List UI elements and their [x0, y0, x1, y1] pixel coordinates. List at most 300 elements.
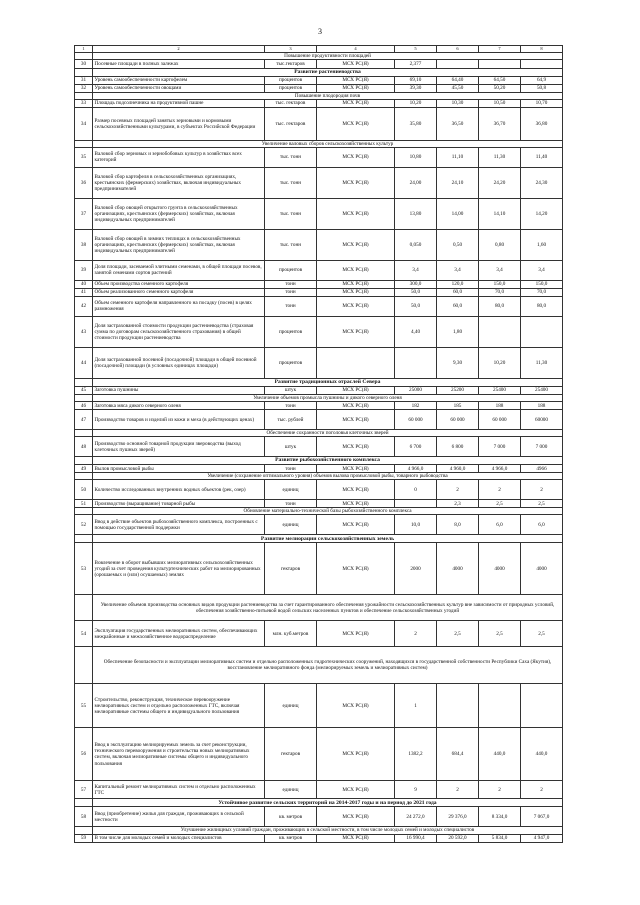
- table-body: [75, 46, 563, 843]
- table-cell: 3,4: [521, 260, 563, 280]
- table-cell: МСХ РС(Я): [317, 84, 395, 92]
- table-cell: 11,40: [521, 147, 563, 167]
- column-number-cell: 8: [521, 46, 563, 53]
- subsection-header-row: [75, 473, 563, 480]
- table-row: [75, 437, 563, 457]
- table-cell: Валовой сбор картофеля в сельскохозяйственных организациях, крестьянских (фермерских) хозяйствах, включая индивидуальных предпринимателей: [93, 167, 265, 198]
- subsection-title: Обновление материально-технической базы рыбохозяйственного комплекса: [93, 508, 563, 515]
- row-number-cell: [75, 535, 93, 543]
- row-number-cell: [75, 378, 93, 386]
- table-cell: 39: [75, 260, 93, 280]
- table-cell: Вовлечение в оборот выбывших мелиоративных сельскохозяйственных угодий за счет проведения культуртехнических работ на мелиорированных (орошаемых и (или) осушаемых) землях: [93, 543, 265, 595]
- table-cell: Площадь подсолнечника на продуктивной пашне: [93, 99, 265, 107]
- table-cell: 29 376,0: [437, 807, 479, 827]
- table-cell: 11,30: [521, 347, 563, 378]
- table-cell: 4 966,0: [479, 465, 521, 473]
- table-cell: 37: [75, 198, 93, 229]
- table-cell: 6 700: [395, 437, 437, 457]
- table-cell: 182: [395, 402, 437, 410]
- row-number-cell: [75, 508, 93, 515]
- table-row: [75, 60, 563, 69]
- row-number-cell: [75, 827, 93, 834]
- table-cell: 4 966,0: [395, 465, 437, 473]
- table-cell: Строительство, реконструкция, техническое перевооружение мелиоративных систем и отдельно расположенных ГТС, включая мелиоративные системы общего и индивидуального пользования: [93, 684, 265, 728]
- table-cell: 70,0: [521, 288, 563, 296]
- table-cell: 7 067,0: [521, 807, 563, 827]
- table-cell: МСХ РС(Я): [317, 60, 395, 69]
- table-cell: 0: [395, 480, 437, 500]
- table-row: [75, 147, 563, 167]
- table-cell: тыс. рублей: [265, 410, 317, 430]
- table-cell: МСХ РС(Я): [317, 437, 395, 457]
- table-cell: 10,30: [437, 99, 479, 107]
- subsection-header-row: [75, 647, 563, 684]
- table-row: [75, 807, 563, 827]
- table-cell: 1: [395, 684, 437, 728]
- row-number-cell: [75, 53, 93, 60]
- subsection-title: Обеспечение сохранности поголовья клеточных зверей: [93, 430, 563, 437]
- table-row: [75, 288, 563, 296]
- table-cell: 7 000: [521, 437, 563, 457]
- table-cell: [479, 316, 521, 347]
- table-cell: тыс. гектаров: [265, 107, 317, 140]
- table-cell: 2,5: [437, 621, 479, 647]
- table-cell: 50,8: [521, 84, 563, 92]
- table-cell: 14,20: [521, 198, 563, 229]
- table-cell: 14,10: [479, 198, 521, 229]
- table-cell: 69,10: [395, 76, 437, 84]
- table-cell: 150,0: [479, 280, 521, 288]
- table-cell: 4966: [521, 465, 563, 473]
- row-number-cell: [75, 92, 93, 99]
- table-cell: 0,50: [437, 229, 479, 260]
- table-cell: 2,5: [521, 500, 563, 508]
- section-header-row: [75, 378, 563, 386]
- table-cell: процентов: [265, 260, 317, 280]
- table-cell: процентов: [265, 76, 317, 84]
- table-row: [75, 386, 563, 394]
- table-cell: 3,4: [437, 260, 479, 280]
- table-cell: тонн: [265, 280, 317, 288]
- table-cell: Уровень самообеспеченности овощами: [93, 84, 265, 92]
- table-row: [75, 515, 563, 535]
- subsection-title: Увеличение (сохранение оптимального уровня) объемов вылова промысловой рыбы, товарного рыбоводства: [93, 473, 563, 480]
- table-cell: 60 000: [437, 410, 479, 430]
- table-row: [75, 347, 563, 378]
- table-row: [75, 316, 563, 347]
- subsection-header-row: [75, 595, 563, 621]
- table-cell: 16 990,4: [395, 834, 437, 842]
- table-cell: единиц: [265, 781, 317, 799]
- table-cell: 2,5: [479, 500, 521, 508]
- subsection-header-row: [75, 92, 563, 99]
- table-row: [75, 834, 563, 842]
- table-cell: 6,0: [479, 515, 521, 535]
- table-cell: кв. метров: [265, 834, 317, 842]
- row-number-cell: [75, 473, 93, 480]
- table-cell: 4 960,0: [437, 465, 479, 473]
- table-cell: 2: [395, 621, 437, 647]
- table-cell: 25400: [479, 386, 521, 394]
- section-header-row: [75, 457, 563, 465]
- table-cell: 42: [75, 296, 93, 316]
- table-cell: 2,377: [395, 60, 437, 69]
- column-number-cell: 5: [395, 46, 437, 53]
- table-cell: Эксплуатация государственных мелиоративных систем, обеспечивающих межрайонные и межхозяйственное водораспределение: [93, 621, 265, 647]
- table-cell: 9,30: [437, 347, 479, 378]
- table-cell: 46: [75, 402, 93, 410]
- table-cell: [521, 316, 563, 347]
- table-cell: Объем реализованного семенного картофеля: [93, 288, 265, 296]
- table-cell: Ввод в эксплуатацию мелиорируемых земель за счет реконструкции, технического перевооружения и строительства новых мелиоративных систем, включая мелиоративные системы общего и индивидуального пользования: [93, 728, 265, 781]
- subsection-header-row: [75, 140, 563, 147]
- table-cell: Вылов промысловой рыбы: [93, 465, 265, 473]
- table-cell: 5 834,0: [479, 834, 521, 842]
- table-cell: МСХ РС(Я): [317, 807, 395, 827]
- table-cell: Капитальный ремонт мелиоративных систем и отдельно расположенных ГТС: [93, 781, 265, 799]
- table-cell: штук: [265, 386, 317, 394]
- table-cell: 2,3: [437, 500, 479, 508]
- table-cell: Заготовка пушнины: [93, 386, 265, 394]
- table-cell: 3,4: [479, 260, 521, 280]
- table-row: [75, 684, 563, 728]
- table-cell: 2: [521, 480, 563, 500]
- table-cell: 2,5: [479, 621, 521, 647]
- table-cell: 52: [75, 515, 93, 535]
- table-cell: В том числе для молодых семей и молодых специалистов: [93, 834, 265, 842]
- row-number-cell: [75, 457, 93, 465]
- table-row: [75, 500, 563, 508]
- table-cell: МСХ РС(Я): [317, 99, 395, 107]
- table-row: [75, 543, 563, 595]
- table-cell: Ввод (приобретение) жилья для граждан, проживающих в сельской местности: [93, 807, 265, 827]
- table-cell: 36,80: [521, 107, 563, 140]
- table-cell: 2,5: [521, 621, 563, 647]
- table-row: [75, 84, 563, 92]
- table-row: [75, 296, 563, 316]
- row-number-cell: [75, 647, 93, 684]
- section-title: Развитие растениеводства: [93, 69, 563, 77]
- table-cell: 10,80: [395, 147, 437, 167]
- table-cell: МСХ РС(Я): [317, 465, 395, 473]
- table-cell: Ввод в действие объектов рыбохозяйственного комплекса, построенных с помощью государственной поддержки: [93, 515, 265, 535]
- table-cell: Размер посевных площадей занятых зерновыми и кормовыми сельскохозяйственными культурами, в субъектах Российской Федерации: [93, 107, 265, 140]
- table-cell: Доля площади, засеваемой элитными семенами, в общей площади посевов, занятой семенами сортов растений: [93, 260, 265, 280]
- table-cell: 50,0: [395, 288, 437, 296]
- column-number-cell: 6: [437, 46, 479, 53]
- table-cell: 2: [521, 781, 563, 799]
- table-cell: 54: [75, 621, 93, 647]
- table-cell: 440,0: [479, 728, 521, 781]
- table-row: [75, 99, 563, 107]
- table-cell: тыс. гектаров: [265, 99, 317, 107]
- table-cell: 25400: [521, 386, 563, 394]
- table-cell: 40: [75, 280, 93, 288]
- table-cell: тыс. тонн: [265, 229, 317, 260]
- table-cell: Объем производства семенного картофеля: [93, 280, 265, 288]
- table-cell: 185: [437, 402, 479, 410]
- table-cell: 53: [75, 543, 93, 595]
- table-cell: 38: [75, 229, 93, 260]
- table-cell: 50,20: [479, 84, 521, 92]
- table-cell: 49: [75, 465, 93, 473]
- table-cell: 150,0: [521, 280, 563, 288]
- table-cell: 25200: [437, 386, 479, 394]
- table-cell: Валовой сбор овощей открытого грунта в сельскохозяйственных организациях, крестьянских (фермерских) хозяйствах, включая индивидуальных предпринимателей: [93, 198, 265, 229]
- table-cell: 80,0: [521, 296, 563, 316]
- table-cell: единиц: [265, 480, 317, 500]
- table-row: [75, 260, 563, 280]
- table-cell: 36,50: [437, 107, 479, 140]
- table-cell: Производство основной товарной продукции звероводства (выход клеточных пушных зверей): [93, 437, 265, 457]
- table-cell: МСХ РС(Я): [317, 198, 395, 229]
- table-cell: гектаров: [265, 543, 317, 595]
- table-cell: МСХ РС(Я): [317, 500, 395, 508]
- table-cell: 43: [75, 316, 93, 347]
- table-cell: Валовой сбор овощей в зимних теплицах в сельскохозяйственных организациях, крестьянских (фермерских) хозяйствах, включая индивидуальных предпринимателей: [93, 229, 265, 260]
- table-cell: 50,0: [395, 296, 437, 316]
- table-row: [75, 621, 563, 647]
- table-cell: 4,40: [395, 316, 437, 347]
- table-cell: МСХ РС(Я): [317, 621, 395, 647]
- table-cell: процентов: [265, 84, 317, 92]
- table-cell: 8,0: [437, 515, 479, 535]
- table-cell: МСХ РС(Я): [317, 480, 395, 500]
- table-cell: единиц: [265, 515, 317, 535]
- table-cell: Производство товаров и изделий из кожи и меха (в действующих ценах): [93, 410, 265, 430]
- table-cell: МСХ РС(Я): [317, 402, 395, 410]
- table-cell: 2: [437, 781, 479, 799]
- table-cell: [395, 347, 437, 378]
- table-cell: МСХ РС(Я): [317, 316, 395, 347]
- table-cell: МСХ РС(Я): [317, 76, 395, 84]
- table-cell: МСХ РС(Я): [317, 684, 395, 728]
- subsection-title: Увеличение объемов промысла пушнины и дикого северного оленя: [93, 394, 563, 401]
- table-cell: тонн: [265, 402, 317, 410]
- table-cell: МСХ РС(Я): [317, 386, 395, 394]
- table-cell: 1,60: [521, 229, 563, 260]
- table-cell: 10,20: [479, 347, 521, 378]
- table-cell: тыс.гектаров: [265, 60, 317, 69]
- table-cell: 44: [75, 347, 93, 378]
- table-cell: 7 000: [479, 437, 521, 457]
- section-title: Развитие рыбохозяйственного комплекса: [93, 457, 563, 465]
- table-cell: 24,20: [479, 167, 521, 198]
- table-cell: МСХ РС(Я): [317, 107, 395, 140]
- table-cell: 10,70: [521, 99, 563, 107]
- table-cell: 35: [75, 147, 93, 167]
- table-cell: 10,50: [479, 99, 521, 107]
- table-cell: 10,0: [395, 515, 437, 535]
- table-cell: 20 592,0: [437, 834, 479, 842]
- indicators-table: [74, 45, 563, 843]
- table-cell: 3,4: [395, 260, 437, 280]
- table-cell: 4000: [437, 543, 479, 595]
- table-cell: 24,30: [521, 167, 563, 198]
- table-row: [75, 107, 563, 140]
- table-cell: 11,30: [479, 147, 521, 167]
- table-cell: Уровень самообеспеченности картофелем: [93, 76, 265, 84]
- table-cell: МСХ РС(Я): [317, 410, 395, 430]
- section-header-row: [75, 535, 563, 543]
- table-cell: 70,0: [479, 288, 521, 296]
- table-cell: тонн: [265, 288, 317, 296]
- table-cell: 48: [75, 437, 93, 457]
- table-cell: 8 334,0: [479, 807, 521, 827]
- table-cell: 120,0: [437, 280, 479, 288]
- table-row: [75, 728, 563, 781]
- table-cell: 0,80: [479, 229, 521, 260]
- table-cell: 188: [479, 402, 521, 410]
- table-cell: 57: [75, 781, 93, 799]
- column-number-cell: 1: [75, 46, 93, 53]
- table-cell: 64,50: [479, 76, 521, 84]
- table-cell: 4000: [479, 543, 521, 595]
- table-cell: Валовой сбор зерновых и зернобобовых культур в хозяйствах всех категорий: [93, 147, 265, 167]
- table-cell: Объем семенного картофеля направленного на посадку (посев) в целях размножения: [93, 296, 265, 316]
- table-cell: 56: [75, 728, 93, 781]
- table-cell: 80,0: [479, 296, 521, 316]
- table-cell: [479, 684, 521, 728]
- table-row: [75, 480, 563, 500]
- table-cell: 440,0: [521, 728, 563, 781]
- table-cell: МСХ РС(Я): [317, 543, 395, 595]
- table-row: [75, 402, 563, 410]
- table-cell: 45,50: [437, 84, 479, 92]
- table-cell: 60,0: [437, 296, 479, 316]
- table-cell: 41: [75, 288, 93, 296]
- table-cell: 2: [437, 480, 479, 500]
- table-cell: тыс. тонн: [265, 167, 317, 198]
- table-cell: 14,00: [437, 198, 479, 229]
- table-row: [75, 465, 563, 473]
- table-cell: тонн: [265, 465, 317, 473]
- table-cell: 0,050: [395, 229, 437, 260]
- subsection-title: Обеспечение безопасности и эксплуатации мелиоративных систем и отдельно расположенных гидротехнических сооружений, находящихся в государственной собственности Республики Саха (Якутия), восстановление мелиоративного фонда (мелиорируемых земель и мелиоративных систем): [93, 647, 563, 684]
- table-cell: 24,10: [437, 167, 479, 198]
- table-cell: 45: [75, 386, 93, 394]
- table-cell: МСХ РС(Я): [317, 834, 395, 842]
- table-cell: [521, 60, 563, 69]
- table-cell: 11,10: [437, 147, 479, 167]
- table-cell: 188: [521, 402, 563, 410]
- table-cell: 50: [75, 480, 93, 500]
- table-cell: 684,4: [437, 728, 479, 781]
- page-number: 3: [318, 27, 322, 36]
- table-cell: 60,0: [437, 288, 479, 296]
- table-cell: 30: [75, 60, 93, 69]
- table-cell: 24 272,0: [395, 807, 437, 827]
- table-cell: процентов: [265, 316, 317, 347]
- column-number-cell: 7: [479, 46, 521, 53]
- table-cell: 10,20: [395, 99, 437, 107]
- table-cell: МСХ РС(Я): [317, 296, 395, 316]
- table-cell: 39,30: [395, 84, 437, 92]
- table-cell: тонн: [265, 296, 317, 316]
- table-cell: Доля застрахованной стоимости продукции растениеводства (страховая сумма по договорам сельскохозяйственного страхования) в общей стоимости продукции растениеводства: [93, 316, 265, 347]
- subsection-header-row: [75, 508, 563, 515]
- row-number-cell: [75, 69, 93, 77]
- table-cell: МСХ РС(Я): [317, 288, 395, 296]
- table-row: [75, 280, 563, 288]
- table-cell: гектаров: [265, 728, 317, 781]
- table-cell: 2: [479, 781, 521, 799]
- table-cell: тыс. тонн: [265, 147, 317, 167]
- table-cell: МСХ РС(Я): [317, 728, 395, 781]
- table-cell: 13,80: [395, 198, 437, 229]
- table-cell: 24,00: [395, 167, 437, 198]
- table-cell: 35,80: [395, 107, 437, 140]
- table-cell: 33: [75, 99, 93, 107]
- table-row: [75, 229, 563, 260]
- table-cell: 64,40: [437, 76, 479, 84]
- table-row: [75, 76, 563, 84]
- table-cell: 36: [75, 167, 93, 198]
- table-cell: 51: [75, 500, 93, 508]
- row-number-cell: [75, 799, 93, 807]
- table-cell: 2: [479, 480, 521, 500]
- subsection-title: Увеличение объемов производства основных видов продукции растениеводства за счет гарантированного обеспечения урожайности сельскохозяйственных культур вне зависимости от природных условий, обеспечения хозяйственно-питьевой водой сельских населенных пунктов и обеспечение сельскохозяйственных угодий: [93, 595, 563, 621]
- table-cell: [317, 347, 395, 378]
- table-cell: МСХ РС(Я): [317, 147, 395, 167]
- table-cell: 25000: [395, 386, 437, 394]
- row-number-cell: [75, 595, 93, 621]
- table-cell: 64,9: [521, 76, 563, 84]
- subsection-title: Увеличение валовых сборов сельскохозяйственных культур: [93, 140, 563, 147]
- table-cell: 1382,2: [395, 728, 437, 781]
- table-cell: 58: [75, 807, 93, 827]
- table-cell: 4 947,0: [521, 834, 563, 842]
- table-cell: МСХ РС(Я): [317, 229, 395, 260]
- table-cell: 6 800: [437, 437, 479, 457]
- row-number-cell: [75, 394, 93, 401]
- row-number-cell: [75, 140, 93, 147]
- table-cell: 1,80: [437, 316, 479, 347]
- table-cell: 60000: [521, 410, 563, 430]
- table-cell: Посевные площади в полных залежах: [93, 60, 265, 69]
- table-cell: 300,0: [395, 280, 437, 288]
- table-cell: единиц: [265, 684, 317, 728]
- table-cell: [521, 684, 563, 728]
- table-cell: МСХ РС(Я): [317, 260, 395, 280]
- section-title: Развитие традиционных отраслей Севера: [93, 378, 563, 386]
- table-cell: 32: [75, 84, 93, 92]
- table-cell: Количество исследованных внутренних водных объектов (рек, озер): [93, 480, 265, 500]
- table-cell: Доля застрахованной посевной (посадочной) площади в общей посевной (посадочной) площади (в условных единицах площади): [93, 347, 265, 378]
- table-cell: 4000: [521, 543, 563, 595]
- section-title: Развитие мелиорации сельскохозяйственных земель: [93, 535, 563, 543]
- table-cell: штук: [265, 437, 317, 457]
- table-cell: 36,70: [479, 107, 521, 140]
- column-number-cell: 3: [265, 46, 317, 53]
- table-cell: 47: [75, 410, 93, 430]
- row-number-cell: [75, 430, 93, 437]
- table-cell: 9: [395, 781, 437, 799]
- subsection-title: Повышение плодородия почв: [93, 92, 563, 99]
- subsection-title: Повышение продуктивности площадей: [93, 53, 563, 60]
- table-cell: 60 000: [479, 410, 521, 430]
- table-cell: [395, 500, 437, 508]
- table-cell: кв. метров: [265, 807, 317, 827]
- subsection-header-row: [75, 430, 563, 437]
- table-cell: 6,0: [521, 515, 563, 535]
- subsection-header-row: [75, 827, 563, 834]
- table-cell: 59: [75, 834, 93, 842]
- column-number-cell: 4: [317, 46, 395, 53]
- table-cell: МСХ РС(Я): [317, 781, 395, 799]
- table-row: [75, 781, 563, 799]
- table-cell: МСХ РС(Я): [317, 167, 395, 198]
